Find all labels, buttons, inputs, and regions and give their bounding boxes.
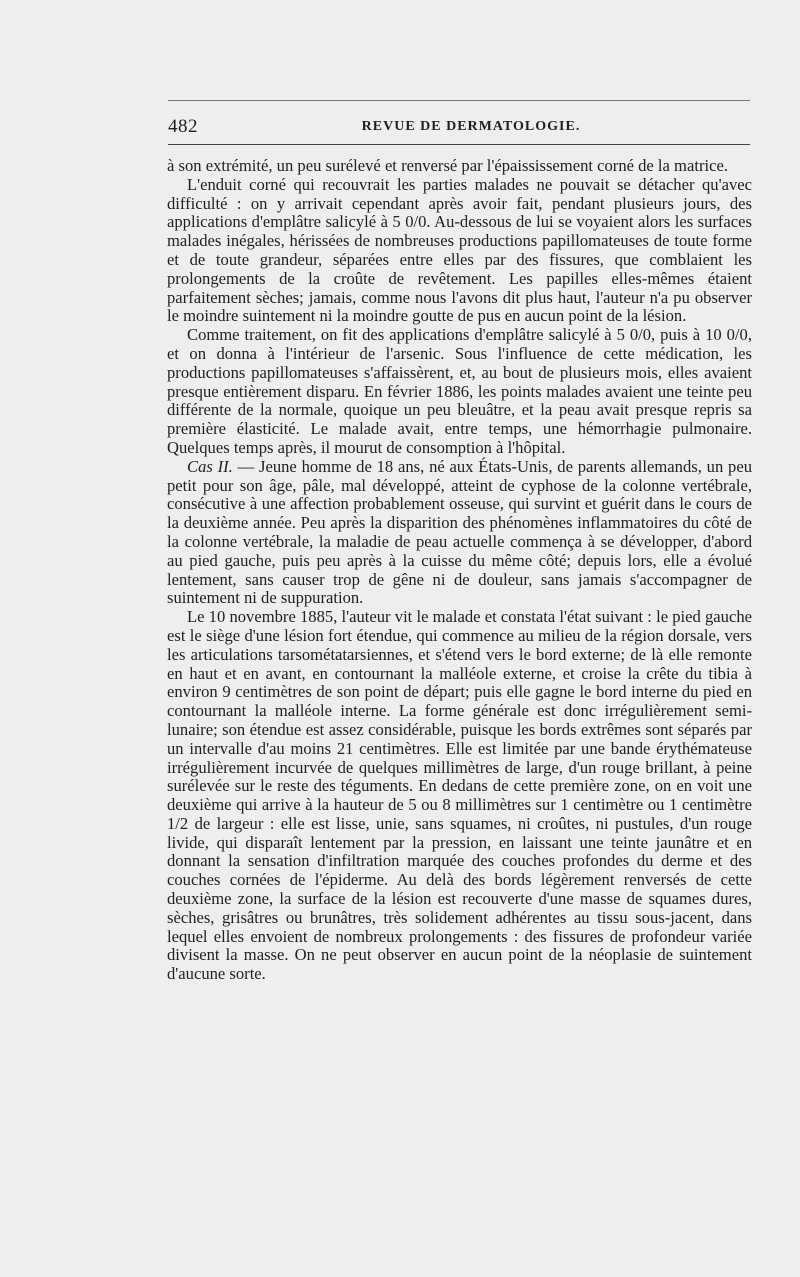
running-title: REVUE DE DERMATOLOGIE. [361,119,581,134]
page-number: 482 [168,116,198,137]
paragraph: L'enduit corné qui recouvrait les parties malades ne pouvait se détacher qu'avec difficulté : on y arrivait cependant après avoir fait, pendant plusieurs jours, des applications d'emplâtre salicylé à 5 0/0. Au-dessous de lui se voyaient alors les surfaces malades inégales, hérissées de nombreuses productions papillomateuses de toute forme et de toute grandeur, séparées entre elles par des fissures, que comblaient les prolongements de la croûte de revêtement. Les papilles elles-mêmes étaient parfaitement sèches; jamais, comme nous l'avons dit plus haut, l'auteur n'a pu observer le moindre suintement ni la moindre goutte de pus en aucun point de la lésion. [167,174,752,326]
header-rule [168,144,750,145]
case-label: Cas II. [187,456,233,476]
paragraph: Le 10 novembre 1885, l'auteur vit le malade et constata l'état suivant : le pied gauche est le siège d'une lésion fort étendue, qui commence au milieu de la région dorsale, vers les articulations tarsométatarsiennes, et s'étend vers le bord externe; de là elle remonte en haut et en avant, en contournant la malléole externe, et croise la crête du tibia à environ 9 centimètres de son point de départ; puis elle gagne le bord interne du pied en contournant la malléole interne. La forme générale est donc irrégulièrement semi-lunaire; son étendue est assez considérable, puisque les bords extrêmes sont séparés par un intervalle d'au moins 21 centimètres. Elle est limitée par une bande érythémateuse irrégulièrement incurvée de quelques millimètres de large, d'un rouge brillant, à peine surélevée sur le reste des téguments. En dedans de cette première zone, on en voit une deuxième qui arrive à la hauteur de 5 ou 8 millimètres sur 1 centimètre ou 1 centimètre 1/2 de largeur : elle est lisse, unie, sans squames, ni croûtes, ni pustules, d'un rouge livide, qui disparaît lentement par la pression, en laissant une teinte jaunâtre et en donnant la sensation d'infiltration marquée des couches profondes du derme et des couches cornées de l'épiderme. Au delà des bords légèrement renversés de cette deuxième zone, la surface de la lésion est recouverte d'une masse de squames dures, sèches, grisâtres ou brunâtres, très solidement adhérentes au tissu sous-jacent, dans lequel elles envoient de nombreux prolongements : des fissures de profondeur variée divisent la masse. On ne peut observer en aucun point de la néoplasie de suintement d'aucune sorte. [167,607,752,984]
body-text [167,157,752,984]
top-rule [168,100,750,101]
paragraph-text: — Jeune homme de 18 ans, né aux États-Unis, de parents allemands, un peu petit pour son âge, pâle, mal développé, atteint de cyphose de la colonne vertébrale, consécutive à une affection probablement osseuse, qui survint et guérit dans le cours de la deuxième année. Peu après la disparition des phénomènes inflammatoires du côté de la colonne vertébrale, la maladie de peau actuelle commença à se développer, d'abord au pied gauche, puis peu après à la cuisse du même côté; depuis lors, elle a évolué lentement, sans causer trop de gêne ni de douleur, sans jamais s'accompagner de suintement ni de suppuration. [167,456,753,608]
paragraph-case [167,458,752,608]
paragraph: Comme traitement, on fit des applications d'emplâtre salicylé à 5 0/0, puis à 10 0/0, et on donna à l'intérieur de l'arsenic. Sous l'influence de cette médication, les productions papillomateuses s'affaissèrent, et, au bout de plusieurs mois, elles avaient presque entièrement disparu. En février 1886, les points malades avaient une teinte peu différente de la normale, quoique un peu bleuâtre, et la peau avait presque repris sa première élasticité. Le malade avait, entre temps, une hémorrhagie pulmonaire. Quelques temps après, il mourut de consomption à l'hôpital. [167,325,752,457]
page-header [168,116,750,136]
paragraph: à son extrémité, un peu surélevé et renversé par l'épaississement corné de la matrice. [167,156,728,175]
